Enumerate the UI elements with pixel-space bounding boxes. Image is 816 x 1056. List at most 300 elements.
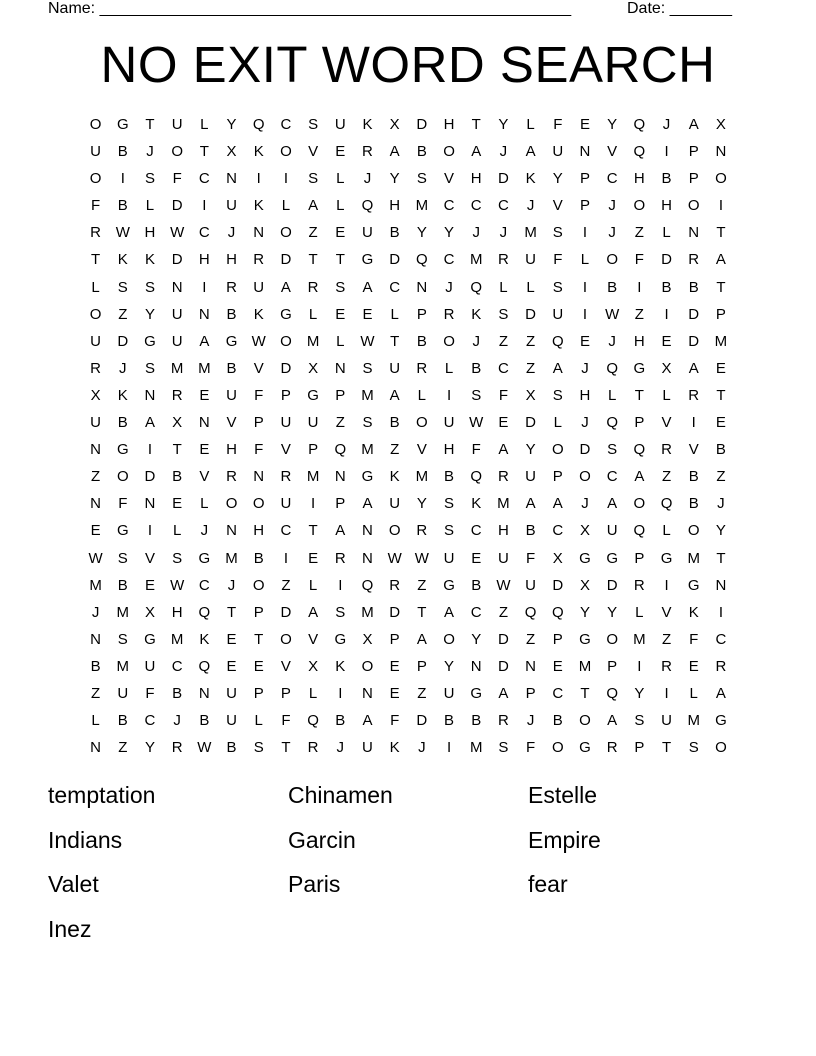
grid-letter: P	[634, 739, 645, 757]
grid-letter: N	[715, 143, 727, 161]
grid-letter: J	[499, 224, 508, 242]
grid-letter: L	[281, 197, 291, 215]
grid-letter: Y	[389, 170, 400, 188]
grid-letter: I	[637, 657, 642, 675]
grid-letter: B	[525, 522, 536, 540]
grid-letter: G	[470, 684, 483, 702]
grid-letter: G	[307, 386, 319, 404]
grid-letter: T	[308, 251, 318, 269]
grid-letter: Q	[633, 143, 646, 161]
grid-letter: N	[90, 739, 102, 757]
grid-letter: T	[281, 739, 291, 757]
grid-letter: M	[633, 630, 646, 648]
grid-letter: J	[581, 495, 589, 513]
grid-letter: A	[634, 468, 645, 486]
grid-letter: J	[608, 332, 616, 350]
grid-letter: Y	[416, 224, 427, 242]
grid-letter: U	[525, 468, 537, 486]
grid-letter: E	[715, 359, 726, 377]
grid-letter: U	[280, 414, 292, 432]
grid-letter: Z	[661, 468, 672, 486]
grid-letter: T	[254, 630, 264, 648]
grid-letter: T	[716, 224, 726, 242]
grid-letter: I	[691, 414, 696, 432]
grid-letter: Z	[498, 603, 508, 621]
grid-letter: S	[552, 386, 563, 404]
grid-letter: K	[253, 143, 264, 161]
grid-letter: V	[444, 170, 455, 188]
grid-letter: Z	[118, 305, 128, 323]
grid-letter: L	[526, 116, 535, 133]
grid-letter: O	[280, 143, 292, 161]
grid-letter: D	[497, 630, 509, 648]
grid-letter: C	[198, 576, 210, 594]
grid-letter: E	[144, 576, 155, 594]
grid-letter: K	[471, 495, 482, 513]
grid-letter: S	[335, 603, 346, 621]
grid-letter: I	[446, 386, 452, 404]
grid-letter: P	[607, 657, 618, 675]
grid-letter: E	[362, 305, 373, 323]
grid-letter: L	[580, 251, 590, 269]
grid-letter: L	[200, 116, 209, 133]
grid-letter: B	[552, 712, 563, 730]
grid-letter: U	[226, 386, 237, 404]
grid-letter: W	[469, 414, 484, 432]
grid-letter: Q	[606, 414, 618, 432]
grid-letter: R	[633, 576, 645, 594]
grid-letter: D	[552, 576, 564, 594]
grid-letter: M	[687, 549, 700, 567]
grid-letter: J	[445, 278, 453, 296]
grid-letter: F	[390, 712, 400, 730]
grid-letter: U	[443, 549, 455, 567]
grid-letter: N	[198, 414, 210, 432]
grid-letter: R	[688, 386, 700, 404]
grid-letter: U	[389, 359, 401, 377]
grid-letter: G	[687, 576, 700, 594]
grid-letter: U	[443, 414, 455, 432]
grid-letter: M	[198, 359, 211, 377]
grid-letter: B	[607, 278, 618, 296]
grid-letter: U	[443, 684, 455, 702]
grid-letter: P	[688, 143, 699, 161]
grid-letter: L	[553, 414, 562, 432]
grid-letter: V	[416, 441, 427, 459]
grid-letter: U	[525, 576, 537, 594]
grid-letter: B	[471, 359, 482, 377]
grid-letter: A	[389, 143, 400, 161]
grid-letter: F	[172, 170, 182, 188]
grid-letter: I	[202, 278, 207, 296]
grid-letter: J	[472, 224, 480, 242]
grid-letter: P	[688, 170, 699, 188]
grid-letter: G	[116, 522, 129, 540]
grid-letter: B	[253, 549, 264, 567]
grid-letter: T	[634, 386, 644, 404]
grid-letter: G	[198, 549, 211, 567]
grid-letter: Y	[607, 603, 618, 621]
grid-letter: S	[471, 386, 482, 404]
grid-letter: G	[361, 251, 374, 269]
grid-letter: E	[253, 657, 264, 675]
grid-letter: C	[606, 170, 618, 188]
grid-letter: Z	[335, 414, 345, 432]
grid-letter: U	[253, 278, 265, 296]
grid-letter: R	[362, 143, 373, 161]
grid-letter: O	[551, 739, 564, 757]
grid-letter: Z	[526, 630, 536, 648]
grid-letter: I	[664, 684, 669, 702]
grid-letter: P	[634, 549, 645, 567]
grid-letter: X	[579, 576, 590, 594]
grid-letter: H	[497, 522, 509, 540]
grid-letter: O	[715, 170, 727, 188]
grid-letter: V	[226, 414, 237, 432]
grid-letter: M	[524, 224, 537, 242]
grid-letter: K	[253, 305, 264, 323]
grid-letter: X	[579, 522, 590, 540]
grid-letter: Z	[498, 332, 508, 350]
grid-letter: B	[688, 278, 699, 296]
grid-letter: D	[416, 712, 428, 730]
grid-letter: W	[251, 332, 266, 350]
grid-letter: A	[607, 712, 618, 730]
grid-letter: M	[306, 332, 320, 350]
grid-letter: F	[634, 251, 644, 269]
grid-letter: K	[362, 116, 373, 133]
grid-letter: N	[144, 495, 156, 513]
grid-letter: O	[361, 657, 374, 675]
grid-letter: C	[470, 603, 482, 621]
grid-letter: E	[335, 143, 346, 161]
grid-letter: Q	[334, 441, 347, 459]
grid-letter: H	[633, 332, 645, 350]
grid-letter: B	[117, 197, 128, 215]
grid-letter: R	[90, 224, 102, 242]
grid-letter: B	[117, 414, 128, 432]
grid-letter: T	[145, 116, 155, 133]
grid-letter: Y	[525, 441, 536, 459]
grid-letter: M	[469, 739, 483, 757]
grid-letter: U	[226, 712, 237, 730]
grid-letter: C	[389, 278, 401, 296]
grid-letter: A	[280, 278, 291, 296]
grid-letter: O	[89, 305, 102, 323]
grid-letter: A	[552, 359, 563, 377]
grid-letter: F	[526, 549, 536, 567]
grid-letter: O	[280, 630, 292, 648]
grid-letter: Q	[633, 116, 646, 133]
grid-letter: F	[91, 197, 101, 215]
grid-letter: I	[147, 441, 153, 459]
grid-letter: I	[338, 684, 343, 702]
grid-letter: I	[637, 278, 642, 296]
grid-letter: M	[170, 359, 184, 377]
grid-letter: N	[253, 224, 265, 242]
grid-letter: U	[226, 684, 237, 702]
grid-letter: B	[444, 468, 455, 486]
grid-letter: H	[443, 441, 455, 459]
grid-letter: J	[581, 359, 589, 377]
grid-letter: O	[579, 468, 591, 486]
grid-letter: O	[416, 414, 428, 432]
grid-letter: N	[470, 657, 482, 675]
grid-letter: I	[718, 603, 723, 621]
grid-letter: C	[470, 522, 482, 540]
grid-letter: L	[308, 576, 318, 594]
grid-letter: B	[226, 739, 237, 757]
grid-letter: Q	[551, 603, 564, 621]
grid-letter: A	[552, 495, 563, 513]
grid-letter: G	[116, 441, 129, 459]
grid-letter: W	[170, 224, 185, 242]
word-list-item: Inez	[48, 915, 92, 942]
grid-letter: T	[199, 143, 209, 161]
grid-letter: E	[226, 630, 237, 648]
grid-letter: M	[116, 603, 130, 621]
grid-letter: H	[144, 224, 156, 242]
grid-letter: Q	[307, 712, 319, 730]
grid-letter: L	[336, 332, 345, 350]
grid-letter: M	[170, 630, 184, 648]
grid-letter: S	[117, 549, 128, 567]
grid-letter: I	[147, 522, 153, 540]
grid-letter: H	[171, 603, 183, 621]
grid-letter: L	[607, 386, 617, 404]
grid-letter: U	[497, 549, 509, 567]
grid-letter: W	[360, 332, 375, 350]
grid-letter: X	[308, 359, 319, 377]
grid-letter: C	[552, 684, 564, 702]
grid-letter: R	[226, 468, 237, 486]
grid-letter: E	[389, 684, 400, 702]
grid-letter: I	[718, 197, 723, 215]
grid-letter: O	[443, 630, 455, 648]
grid-letter: L	[499, 278, 508, 296]
grid-letter: Z	[634, 305, 644, 323]
grid-letter: Z	[661, 630, 672, 648]
grid-letter: L	[444, 359, 454, 377]
grid-letter: H	[470, 170, 482, 188]
grid-letter: G	[715, 712, 727, 730]
word-list-item: Garcin	[288, 826, 356, 853]
grid-letter: U	[226, 197, 237, 215]
grid-letter: J	[363, 170, 372, 188]
page-title: NO EXIT WORD SEARCH	[100, 36, 716, 93]
grid-letter: K	[525, 170, 536, 188]
grid-letter: U	[171, 305, 183, 323]
grid-letter: L	[662, 522, 671, 540]
grid-letter: M	[116, 657, 130, 675]
grid-letter: Z	[634, 224, 644, 242]
grid-letter: B	[661, 170, 672, 188]
grid-letter: I	[338, 576, 343, 594]
grid-letter: L	[145, 197, 155, 215]
grid-letter: E	[172, 495, 183, 513]
grid-letter: K	[144, 251, 155, 269]
grid-letter: U	[90, 332, 102, 350]
grid-letter: B	[117, 143, 128, 161]
grid-letter: J	[608, 197, 616, 215]
grid-letter: N	[253, 468, 265, 486]
grid-letter: J	[418, 739, 426, 757]
grid-letter: D	[117, 332, 129, 350]
grid-letter: M	[89, 576, 102, 594]
grid-letter: P	[308, 441, 319, 459]
grid-letter: V	[552, 197, 563, 215]
grid-letter: R	[171, 386, 183, 404]
grid-letter: R	[90, 359, 102, 377]
grid-letter: Z	[281, 576, 291, 594]
grid-letter: T	[91, 251, 101, 269]
grid-letter: L	[390, 305, 399, 323]
grid-letter: Y	[471, 630, 482, 648]
grid-letter: O	[443, 332, 455, 350]
grid-letter: E	[715, 414, 726, 432]
grid-letter: B	[471, 576, 482, 594]
grid-letter: P	[253, 414, 264, 432]
grid-letter: G	[579, 630, 591, 648]
grid-letter: B	[199, 712, 210, 730]
grid-letter: C	[443, 251, 455, 269]
grid-letter: N	[334, 468, 346, 486]
grid-letter: N	[198, 305, 210, 323]
grid-letter: R	[307, 278, 319, 296]
grid-letter: T	[471, 116, 481, 133]
grid-letter: X	[661, 359, 672, 377]
grid-letter: P	[335, 386, 346, 404]
grid-letter: S	[362, 359, 373, 377]
grid-letter: S	[172, 549, 183, 567]
grid-letter: X	[362, 630, 373, 648]
grid-letter: S	[144, 278, 155, 296]
grid-letter: C	[470, 197, 482, 215]
grid-letter: T	[661, 739, 672, 757]
grid-letter: Y	[579, 603, 590, 621]
word-list-item: Empire	[528, 826, 601, 853]
grid-letter: A	[607, 495, 618, 513]
grid-letter: L	[308, 684, 318, 702]
grid-letter: M	[361, 386, 374, 404]
grid-letter: C	[497, 197, 509, 215]
grid-letter: O	[551, 441, 564, 459]
grid-letter: O	[687, 197, 700, 215]
grid-letter: B	[117, 576, 128, 594]
grid-letter: Y	[607, 116, 618, 133]
grid-letter: J	[526, 197, 535, 215]
grid-letter: Y	[498, 116, 509, 133]
grid-letter: B	[226, 359, 237, 377]
name-field-line: Name: _____________________________________________________	[48, 0, 572, 17]
grid-letter: U	[280, 495, 292, 513]
grid-letter: S	[634, 712, 645, 730]
grid-letter: W	[387, 549, 402, 567]
grid-letter: C	[198, 170, 210, 188]
grid-letter: J	[472, 332, 480, 350]
grid-letter: J	[173, 712, 181, 730]
grid-letter: E	[335, 224, 346, 242]
grid-letter: A	[308, 603, 319, 621]
grid-letter: N	[90, 441, 102, 459]
grid-letter: M	[361, 603, 374, 621]
grid-letter: E	[308, 549, 319, 567]
grid-letter: D	[171, 251, 183, 269]
grid-letter: J	[200, 522, 209, 540]
grid-letter: O	[633, 495, 646, 513]
grid-letter: G	[116, 116, 129, 133]
grid-letter: H	[198, 251, 210, 269]
grid-letter: Y	[444, 224, 455, 242]
grid-letter: U	[606, 522, 618, 540]
grid-letter: A	[688, 359, 699, 377]
grid-letter: C	[280, 116, 292, 133]
grid-letter: T	[417, 603, 427, 621]
grid-letter: F	[145, 684, 155, 702]
grid-letter: R	[497, 251, 509, 269]
grid-letter: O	[633, 197, 646, 215]
grid-letter: R	[280, 468, 292, 486]
grid-letter: E	[498, 414, 509, 432]
grid-letter: F	[281, 712, 291, 730]
grid-letter: U	[307, 414, 319, 432]
grid-letter: Z	[716, 468, 726, 486]
grid-letter: W	[115, 224, 130, 242]
grid-letter: I	[664, 143, 669, 161]
grid-letter: C	[606, 468, 618, 486]
word-list-item: Indians	[48, 826, 123, 853]
grid-letter: N	[334, 359, 346, 377]
grid-letter: X	[715, 116, 726, 133]
grid-letter: K	[389, 468, 400, 486]
grid-letter: Q	[606, 684, 618, 702]
grid-letter: R	[661, 441, 672, 459]
grid-letter: D	[497, 657, 509, 675]
grid-letter: V	[144, 549, 155, 567]
grid-letter: Z	[308, 224, 318, 242]
grid-letter: N	[90, 630, 102, 648]
grid-letter: J	[499, 143, 508, 161]
grid-letter: T	[390, 332, 400, 350]
grid-letter: S	[498, 739, 509, 757]
grid-letter: M	[225, 549, 238, 567]
grid-letter: R	[334, 549, 346, 567]
grid-letter: W	[170, 576, 185, 594]
grid-letter: B	[444, 712, 455, 730]
grid-letter: A	[498, 441, 509, 459]
grid-letter: O	[252, 576, 265, 594]
grid-letter: R	[606, 739, 618, 757]
grid-letter: F	[471, 441, 481, 459]
grid-letter: E	[199, 386, 210, 404]
grid-letter: D	[280, 251, 292, 269]
grid-letter: F	[254, 441, 264, 459]
grid-letter: V	[280, 657, 291, 675]
grid-letter: T	[335, 251, 345, 269]
grid-letter: P	[416, 657, 427, 675]
grid-letter: H	[661, 197, 672, 215]
grid-letter: N	[715, 576, 727, 594]
grid-letter: R	[253, 251, 265, 269]
grid-letter: B	[416, 332, 427, 350]
grid-letter: S	[117, 630, 128, 648]
grid-letter: S	[335, 278, 346, 296]
grid-letter: S	[308, 170, 319, 188]
grid-letter: R	[443, 305, 455, 323]
grid-letter: B	[335, 712, 346, 730]
grid-letter: L	[417, 386, 427, 404]
grid-letter: V	[661, 603, 672, 621]
